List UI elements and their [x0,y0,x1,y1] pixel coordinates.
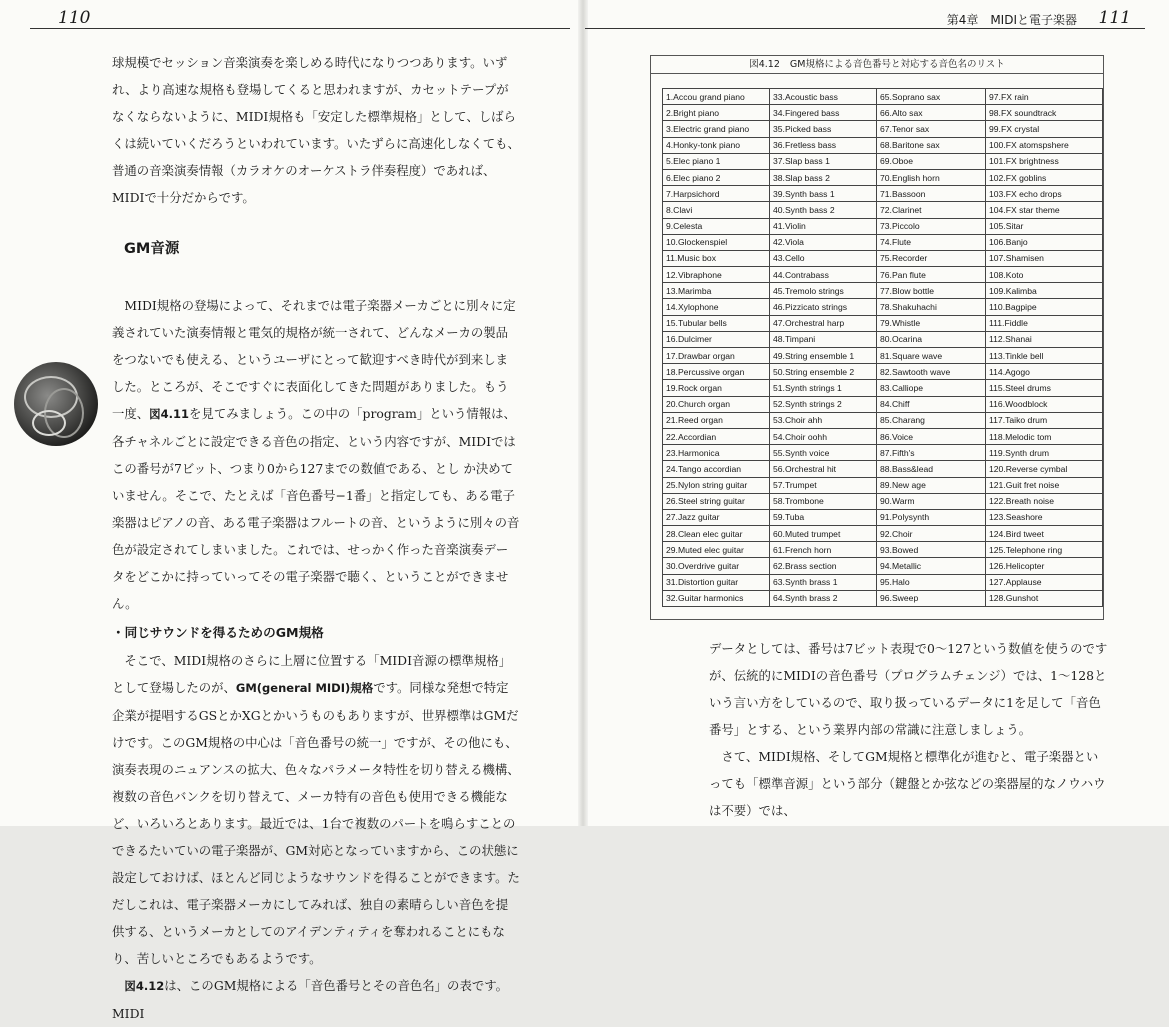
table-cell: 35.Picked bass [770,121,877,137]
gm-paragraph-2-text-a: そこで、MIDI規格のさらに上層に位置する「MIDI音源の標準規格」として登場したのが、 [112,653,512,695]
table-row [663,509,1103,525]
table-cell: 70.English horn [877,169,986,185]
table-cell: 52.Synth strings 2 [770,396,877,412]
table-cell: 38.Slap bass 2 [770,169,877,185]
table-cell: 46.Pizzicato strings [770,299,877,315]
table-cell: 115.Steel drums [986,380,1103,396]
table-cell: 50.String ensemble 2 [770,364,877,380]
table-cell: 48.Timpani [770,331,877,347]
table-cell: 123.Seashore [986,509,1103,525]
table-cell: 82.Sawtooth wave [877,364,986,380]
page-number-left: 110 [58,8,91,28]
table-cell: 128.Gunshot [986,590,1103,606]
figure-ref-4-11: 図4.11 [149,407,190,421]
table-row [663,250,1103,266]
table-cell: 6.Elec piano 2 [663,169,770,185]
table-cell: 110.Bagpipe [986,299,1103,315]
table-cell: 37.Slap bass 1 [770,153,877,169]
table-cell: 125.Telephone ring [986,542,1103,558]
table-cell: 92.Choir [877,526,986,542]
table-cell: 58.Trombone [770,493,877,509]
table-cell: 76.Pan flute [877,267,986,283]
table-cell: 3.Electric grand piano [663,121,770,137]
table-cell: 107.Shamisen [986,250,1103,266]
table-row [663,364,1103,380]
table-row [663,542,1103,558]
table-cell: 75.Recorder [877,250,986,266]
table-row [663,558,1103,574]
table-cell: 29.Muted elec guitar [663,542,770,558]
table-cell: 8.Clavi [663,202,770,218]
right-page [585,0,1169,826]
table-row [663,234,1103,250]
table-cell: 62.Brass section [770,558,877,574]
table-cell: 41.Violin [770,218,877,234]
table-cell: 96.Sweep [877,590,986,606]
table-cell: 53.Choir ahh [770,412,877,428]
gm-paragraph-3-text: は、このGM規格による「音色番号とその音色名」の表です。MIDI [112,978,509,1021]
gm-paragraph-1-text-b: を見てみましょう。この中の「program」という情報は、各チャネルごとに設定できる音色の指定、という内容ですが、MIDIではこの番号が7ビット、つまり0から127までの数値である、とし か決めていません。そこで、たとえば「音色番号−1番」と指定しても、ある電子楽器はピアノの音、ある電子楽器はフルートの音、というように別々の音色が設定されてしまいました。これでは、せっかく作った音楽演奏データをどこかに持っていってその電子楽器で聴く、ということができません。 [112,406,520,611]
table-cell: 100.FX atomspshere [986,137,1103,153]
table-cell: 7.Harpsichord [663,186,770,202]
table-cell: 65.Soprano sax [877,89,986,105]
table-cell: 20.Church organ [663,396,770,412]
table-row [663,186,1103,202]
table-row [663,283,1103,299]
table-row [663,428,1103,444]
table-row [663,105,1103,121]
table-row [663,412,1103,428]
table-cell: 91.Polysynth [877,509,986,525]
table-cell: 61.French horn [770,542,877,558]
right-paragraph-1: データとしては、番号は7ビット表現で0〜127という数値を使うのですが、伝統的にMIDIの音色番号（プログラムチェンジ）では、1〜128という言い方をしているので、取り扱っているデータに1を足して「音色番号」とする、という業界内部の常識に注意しましょう。 [709,641,1108,737]
table-cell: 113.Tinkle bell [986,348,1103,364]
page-number-right: 111 [1098,8,1131,28]
table-row [663,299,1103,315]
table-row [663,493,1103,509]
table-cell: 55.Synth voice [770,445,877,461]
table-cell: 116.Woodblock [986,396,1103,412]
table-row [663,445,1103,461]
table-cell: 59.Tuba [770,509,877,525]
table-cell: 17.Drawbar organ [663,348,770,364]
table-cell: 68.Baritone sax [877,137,986,153]
table-cell: 104.FX star theme [986,202,1103,218]
table-cell: 102.FX goblins [986,169,1103,185]
section-heading-gm: GM音源 [124,241,180,257]
table-cell: 36.Fretless bass [770,137,877,153]
table-row [663,331,1103,347]
table-row [663,477,1103,493]
right-text-column [709,635,1109,824]
table-cell: 39.Synth bass 1 [770,186,877,202]
table-row [663,574,1103,590]
table-cell: 32.Guitar harmonics [663,590,770,606]
table-cell: 111.Fiddle [986,315,1103,331]
table-row [663,380,1103,396]
table-row [663,461,1103,477]
table-cell: 2.Bright piano [663,105,770,121]
table-cell: 24.Tango accordian [663,461,770,477]
table-cell: 56.Orchestral hit [770,461,877,477]
table-cell: 57.Trumpet [770,477,877,493]
table-row [663,89,1103,105]
table-cell: 114.Agogo [986,364,1103,380]
table-cell: 5.Elec piano 1 [663,153,770,169]
table-cell: 122.Breath noise [986,493,1103,509]
table-cell: 11.Music box [663,250,770,266]
figure-ref-4-12: 図4.12 [124,979,165,993]
table-cell: 27.Jazz guitar [663,509,770,525]
table-caption-id: 図4.12 [749,59,780,70]
table-cell: 101.FX brightness [986,153,1103,169]
table-row [663,348,1103,364]
table-cell: 40.Synth bass 2 [770,202,877,218]
table-cell: 42.Viola [770,234,877,250]
figure-4-12-frame [650,55,1104,620]
table-cell: 112.Shanai [986,331,1103,347]
table-cell: 63.Synth brass 1 [770,574,877,590]
music-photo-image [14,362,98,446]
intro-paragraph: 球規模でセッション音楽演奏を楽しめる時代になりつつあります。いずれ、より高速な規格も登場してくると思われますが、カセットテープがなくならないように、MIDI規格も「安定した標準規格」として、しばらくは続いていくだろうといわれています。いたずらに高速化しなくても、普通の音楽演奏情報（カラオケのオーケストラ伴奏程度）であれば、MIDIで十分だからです。 [112,55,520,205]
table-cell: 119.Synth drum [986,445,1103,461]
right-paragraph-2: さて、MIDI規格、そしてGM規格と標準化が進むと、電子楽器といっても「標準音源」という部分（鍵盤とか弦などの楽器屋的なノウハウは不要）では、 [709,749,1106,818]
table-cell: 87.Fifth's [877,445,986,461]
table-cell: 74.Flute [877,234,986,250]
table-cell: 98.FX soundtrack [986,105,1103,121]
table-cell: 44.Contrabass [770,267,877,283]
table-cell: 43.Cello [770,250,877,266]
table-cell: 72.Clarinet [877,202,986,218]
table-cell: 108.Koto [986,267,1103,283]
table-cell: 14.Xylophone [663,299,770,315]
table-cell: 33.Acoustic bass [770,89,877,105]
table-cell: 99.FX crystal [986,121,1103,137]
table-cell: 67.Tenor sax [877,121,986,137]
table-caption [651,56,1103,74]
table-row [663,267,1103,283]
table-cell: 51.Synth strings 1 [770,380,877,396]
table-cell: 81.Square wave [877,348,986,364]
table-cell: 106.Banjo [986,234,1103,250]
table-cell: 13.Marimba [663,283,770,299]
table-cell: 117.Taiko drum [986,412,1103,428]
table-cell: 28.Clean elec guitar [663,526,770,542]
table-cell: 121.Guit fret noise [986,477,1103,493]
table-cell: 1.Accou grand piano [663,89,770,105]
table-cell: 103.FX echo drops [986,186,1103,202]
table-cell: 9.Celesta [663,218,770,234]
table-cell: 83.Calliope [877,380,986,396]
table-row [663,590,1103,606]
table-cell: 66.Alto sax [877,105,986,121]
table-cell: 60.Muted trumpet [770,526,877,542]
table-cell: 16.Dulcimer [663,331,770,347]
table-cell: 93.Bowed [877,542,986,558]
table-cell: 47.Orchestral harp [770,315,877,331]
table-cell: 49.String ensemble 1 [770,348,877,364]
table-cell: 31.Distortion guitar [663,574,770,590]
table-cell: 19.Rock organ [663,380,770,396]
table-cell: 30.Overdrive guitar [663,558,770,574]
table-cell: 34.Fingered bass [770,105,877,121]
table-cell: 10.Glockenspiel [663,234,770,250]
table-cell: 84.Chiff [877,396,986,412]
table-row [663,396,1103,412]
table-cell: 22.Accordian [663,428,770,444]
table-cell: 97.FX rain [986,89,1103,105]
table-cell: 94.Metallic [877,558,986,574]
left-page [0,0,580,1021]
table-cell: 120.Reverse cymbal [986,461,1103,477]
table-cell: 86.Voice [877,428,986,444]
table-cell: 118.Melodic tom [986,428,1103,444]
table-row [663,169,1103,185]
table-cell: 79.Whistle [877,315,986,331]
gm-paragraph-2-text-b: です。同様な発想で特定企業が提唱するGSとかXGとかいうものもありますが、世界標準はGMだけです。このGM規格の中心は「音色番号の統一」ですが、その他にも、演奏表現のニュアンスの拡大、色々なパラメータ特性を切り替える機構、複数の音色バンクを切り替えて、メーカ特有の音色も使用できる機能など、いろいろとあります。最近では、1台で複数のパートを鳴らすことのできるたいていの電子楽器が、GM対応となっていますから、この状態に設定しておけば、ほとんど同じようなサウンドを得ることができます。ただしこれは、電子楽器メーカにしてみれば、独自の素晴らしい音色を提供する、というメーカとしてのアイデンティティを奪われることにもなり、苦しいところでもあるようです。 [112,680,520,966]
table-cell: 89.New age [877,477,986,493]
table-row [663,137,1103,153]
subheading-gm-standard: ・同じサウンドを得るためのGM規格 [112,625,324,640]
table-cell: 124.Bird tweet [986,526,1103,542]
gm-paragraph-3 [112,972,520,1027]
table-cell: 90.Warm [877,493,986,509]
table-cell: 85.Charang [877,412,986,428]
table-cell: 69.Oboe [877,153,986,169]
table-cell: 12.Vibraphone [663,267,770,283]
table-cell: 77.Blow bottle [877,283,986,299]
table-cell: 71.Bassoon [877,186,986,202]
table-row [663,153,1103,169]
gm-term: GM(general MIDI)規格 [235,681,374,695]
table-cell: 21.Reed organ [663,412,770,428]
table-cell: 4.Honky-tonk piano [663,137,770,153]
table-cell: 23.Harmonica [663,445,770,461]
table-row [663,218,1103,234]
table-cell: 126.Helicopter [986,558,1103,574]
header-rule-right [585,28,1145,29]
table-cell: 88.Bass&lead [877,461,986,477]
table-cell: 109.Kalimba [986,283,1103,299]
left-text-column [112,49,520,1027]
table-cell: 15.Tubular bells [663,315,770,331]
table-cell: 105.Sitar [986,218,1103,234]
table-row [663,202,1103,218]
chapter-header: 第4章 MIDIと電子楽器 [946,13,1077,27]
table-cell: 45.Tremolo strings [770,283,877,299]
table-row [663,315,1103,331]
gm-paragraph-1 [112,292,520,617]
table-row [663,121,1103,137]
table-cell: 64.Synth brass 2 [770,590,877,606]
table-cell: 80.Ocarina [877,331,986,347]
table-row [663,526,1103,542]
table-cell: 127.Applause [986,574,1103,590]
gm-paragraph-2 [112,647,520,972]
table-cell: 18.Percussive organ [663,364,770,380]
table-cell: 73.Piccolo [877,218,986,234]
table-cell: 54.Choir oohh [770,428,877,444]
table-cell: 25.Nylon string guitar [663,477,770,493]
header-rule-left [30,28,570,29]
table-cell: 26.Steel string guitar [663,493,770,509]
gm-paragraph-1-text-a: MIDI規格の登場によって、それまでは電子楽器メーカごとに別々に定義されていた演奏情報と電気的規格が統一されて、どんなメーカの製品をつないでも使える、というユーザにとって歓迎すべき時代が到来しました。ところが、そこですぐに表面化してきた問題がありました。もう一度、 [112,298,516,421]
table-caption-text: GM規格による音色番号と対応する音色名のリスト [789,59,1005,70]
table-cell: 95.Halo [877,574,986,590]
gm-instrument-table [662,88,1103,607]
table-cell: 78.Shakuhachi [877,299,986,315]
